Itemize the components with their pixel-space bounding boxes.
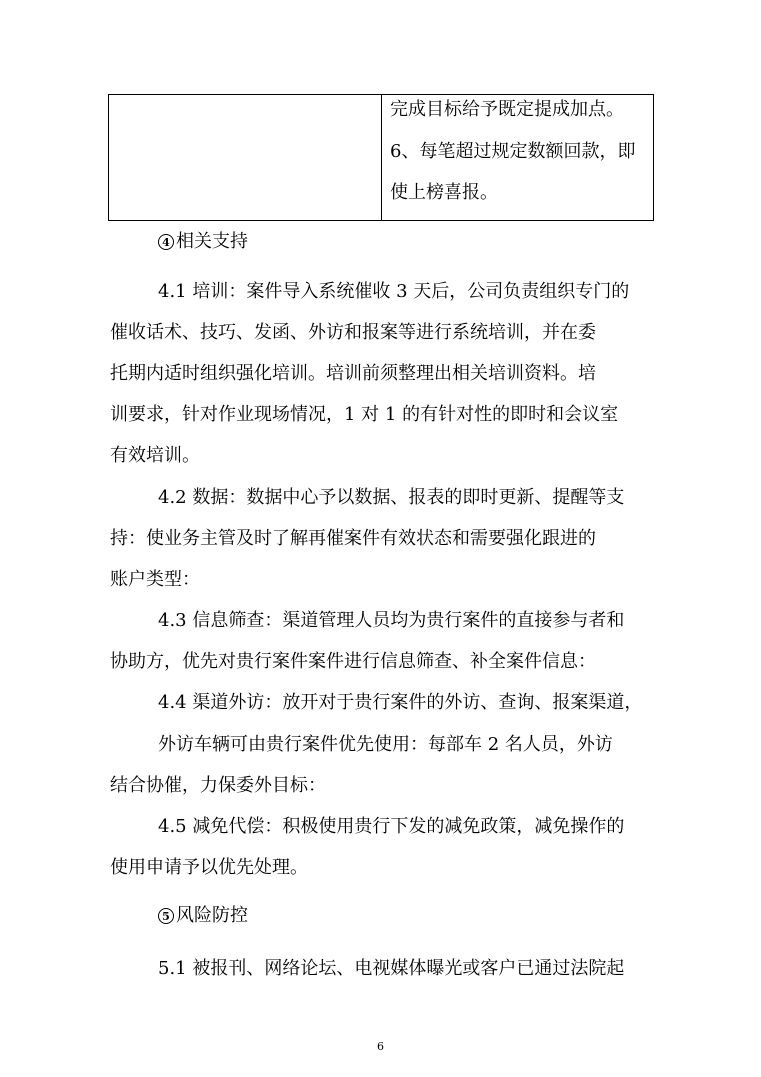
paragraph-line: 托期内适时组织强化培训。培训前须整理出相关培训资料。培 — [110, 363, 596, 384]
paragraph-line: 有效培训。 — [110, 445, 200, 466]
paragraph-line: 账户类型： — [110, 569, 200, 590]
table-cell-line: 6、每笔超过规定数额回款，即 — [390, 140, 636, 162]
table-cell-left — [109, 95, 382, 220]
paragraph-line: 协助方，优先对贵行案件案件进行信息筛查、补全案件信息： — [110, 651, 596, 672]
section-title: 风险防控 — [176, 905, 248, 926]
paragraph-line: 外访车辆可由贵行案件优先使用：每部车 2 名人员，外访 — [158, 734, 613, 755]
paragraph-line: 训要求，针对作业现场情况，1 对 1 的有针对性的即时和会议室 — [110, 404, 619, 425]
section-heading-5 — [158, 905, 248, 927]
page-number: 6 — [377, 1040, 384, 1053]
section-heading-4 — [158, 231, 248, 253]
paragraph-line: 4.2 数据：数据中心予以数据、报表的即时更新、提醒等支 — [158, 487, 625, 508]
circled-number-4: 4 — [158, 234, 174, 250]
paragraph-line: 5.1 被报刊、网络论坛、电视媒体曝光或客户已通过法院起 — [158, 958, 625, 979]
paragraph-line: 结合协催，力保委外目标： — [110, 775, 326, 796]
paragraph-line: 催收话术、技巧、发函、外访和报案等进行系统培训，并在委 — [110, 322, 596, 343]
table-cell-line: 使上榜喜报。 — [390, 182, 498, 203]
paragraph-line: 使用申请予以优先处理。 — [110, 857, 308, 878]
paragraph-line: 4.1 培训：案件导入系统催收 3 天后，公司负责组织专门的 — [158, 281, 630, 302]
section-title: 相关支持 — [176, 231, 248, 252]
table-cell-right — [382, 95, 653, 220]
paragraph-line: 4.4 渠道外访：放开对于贵行案件的外访、查询、报案渠道， — [158, 692, 643, 713]
paragraph-line: 4.3 信息筛查：渠道管理人员均为贵行案件的直接参与者和 — [158, 610, 625, 631]
table-cell-line: 完成目标给予既定提成加点。 — [390, 99, 624, 120]
paragraph-line: 持：使业务主管及时了解再催案件有效状态和需要强化跟进的 — [110, 528, 596, 549]
table-fragment — [108, 94, 654, 221]
paragraph-line: 4.5 减免代偿：积极使用贵行下发的减免政策，减免操作的 — [158, 816, 625, 837]
circled-number-5: 5 — [158, 908, 174, 924]
